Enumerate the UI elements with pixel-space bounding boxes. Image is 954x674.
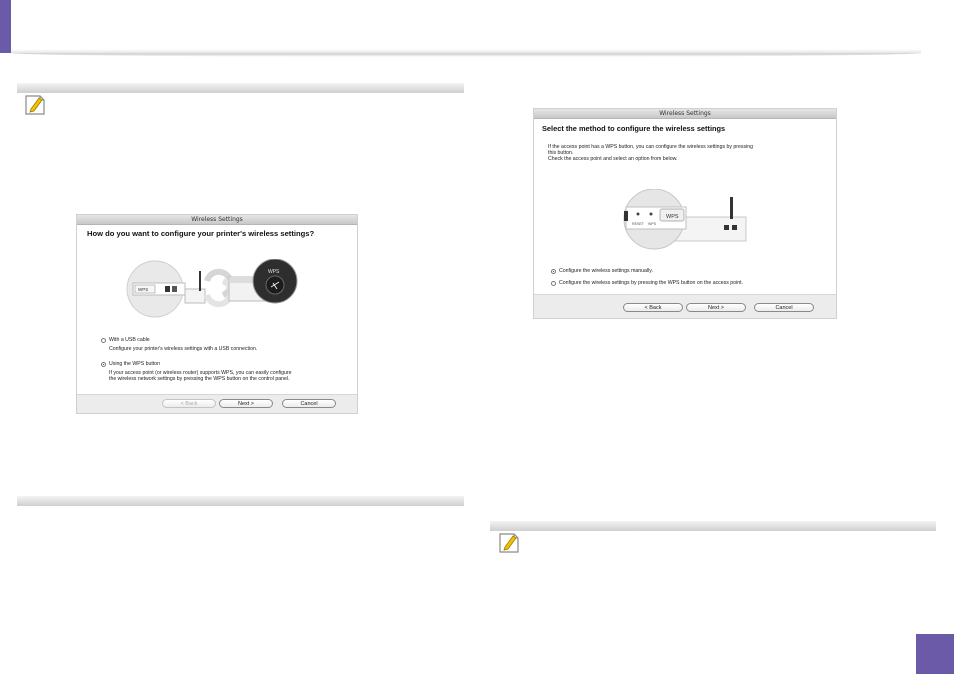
next-button[interactable]: Next > <box>219 399 273 408</box>
radio-manual[interactable] <box>551 269 556 274</box>
radio-wps-access-point[interactable] <box>551 281 556 286</box>
dialog-heading: Select the method to configure the wireless settings <box>542 124 726 133</box>
wireless-settings-dialog-left <box>76 214 358 414</box>
option-wps-label: Using the WPS button <box>109 361 161 367</box>
wps-illustration <box>125 259 305 325</box>
wps-small-label: WPS <box>648 222 657 226</box>
cancel-button[interactable]: Cancel <box>754 303 814 312</box>
wireless-settings-dialog-right <box>533 108 837 319</box>
option-wps-desc-2: the wireless network settings by pressing the WPS button on the control panel. <box>109 376 290 382</box>
note-icon <box>498 532 520 554</box>
note-icon <box>24 94 46 116</box>
radio-usb-cable[interactable] <box>101 338 106 343</box>
option-wps-ap-label: Configure the wireless settings by pressing the WPS button on the access point. <box>559 280 743 286</box>
dialog-footer <box>534 294 836 319</box>
printer-wps-label: WPS <box>268 269 280 275</box>
option-usb-label: With a USB cable <box>109 337 150 343</box>
radio-wps-button[interactable] <box>101 362 106 367</box>
section-bar-right <box>490 521 936 531</box>
header-accent-bar <box>0 0 11 53</box>
section-bar-left-top <box>17 83 464 93</box>
dialog-titlebar: Wireless Settings <box>534 109 836 119</box>
header-divider <box>11 49 921 57</box>
back-button[interactable]: < Back <box>623 303 683 312</box>
router-illustration <box>622 189 752 251</box>
next-button[interactable]: Next > <box>686 303 746 312</box>
dialog-titlebar: Wireless Settings <box>77 215 357 225</box>
cancel-button[interactable]: Cancel <box>282 399 336 408</box>
intro-text-1: If the access point has a WPS button, you can configure the wireless settings by pressing <box>548 144 754 150</box>
router-wps-label: WPS <box>666 214 679 220</box>
option-manual-label: Configure the wireless settings manually. <box>559 268 653 274</box>
router-wps-label: WPS <box>138 287 149 292</box>
reset-label: RESET <box>632 222 644 226</box>
option-wps-desc-1: If your access point (or wireless router) supports WPS, you can easily configure <box>109 370 292 376</box>
intro-text-3: Check the access point and select an option from below. <box>548 156 678 162</box>
section-bar-left-bottom <box>17 496 464 506</box>
intro-text-2: this button. <box>548 150 574 156</box>
back-button[interactable]: < Back <box>162 399 216 408</box>
dialog-heading: How do you want to configure your printer's wireless settings? <box>87 229 315 238</box>
dialog-footer <box>77 394 357 414</box>
page-number-tab <box>916 634 954 674</box>
option-usb-desc: Configure your printer's wireless settings with a USB connection. <box>109 346 258 352</box>
